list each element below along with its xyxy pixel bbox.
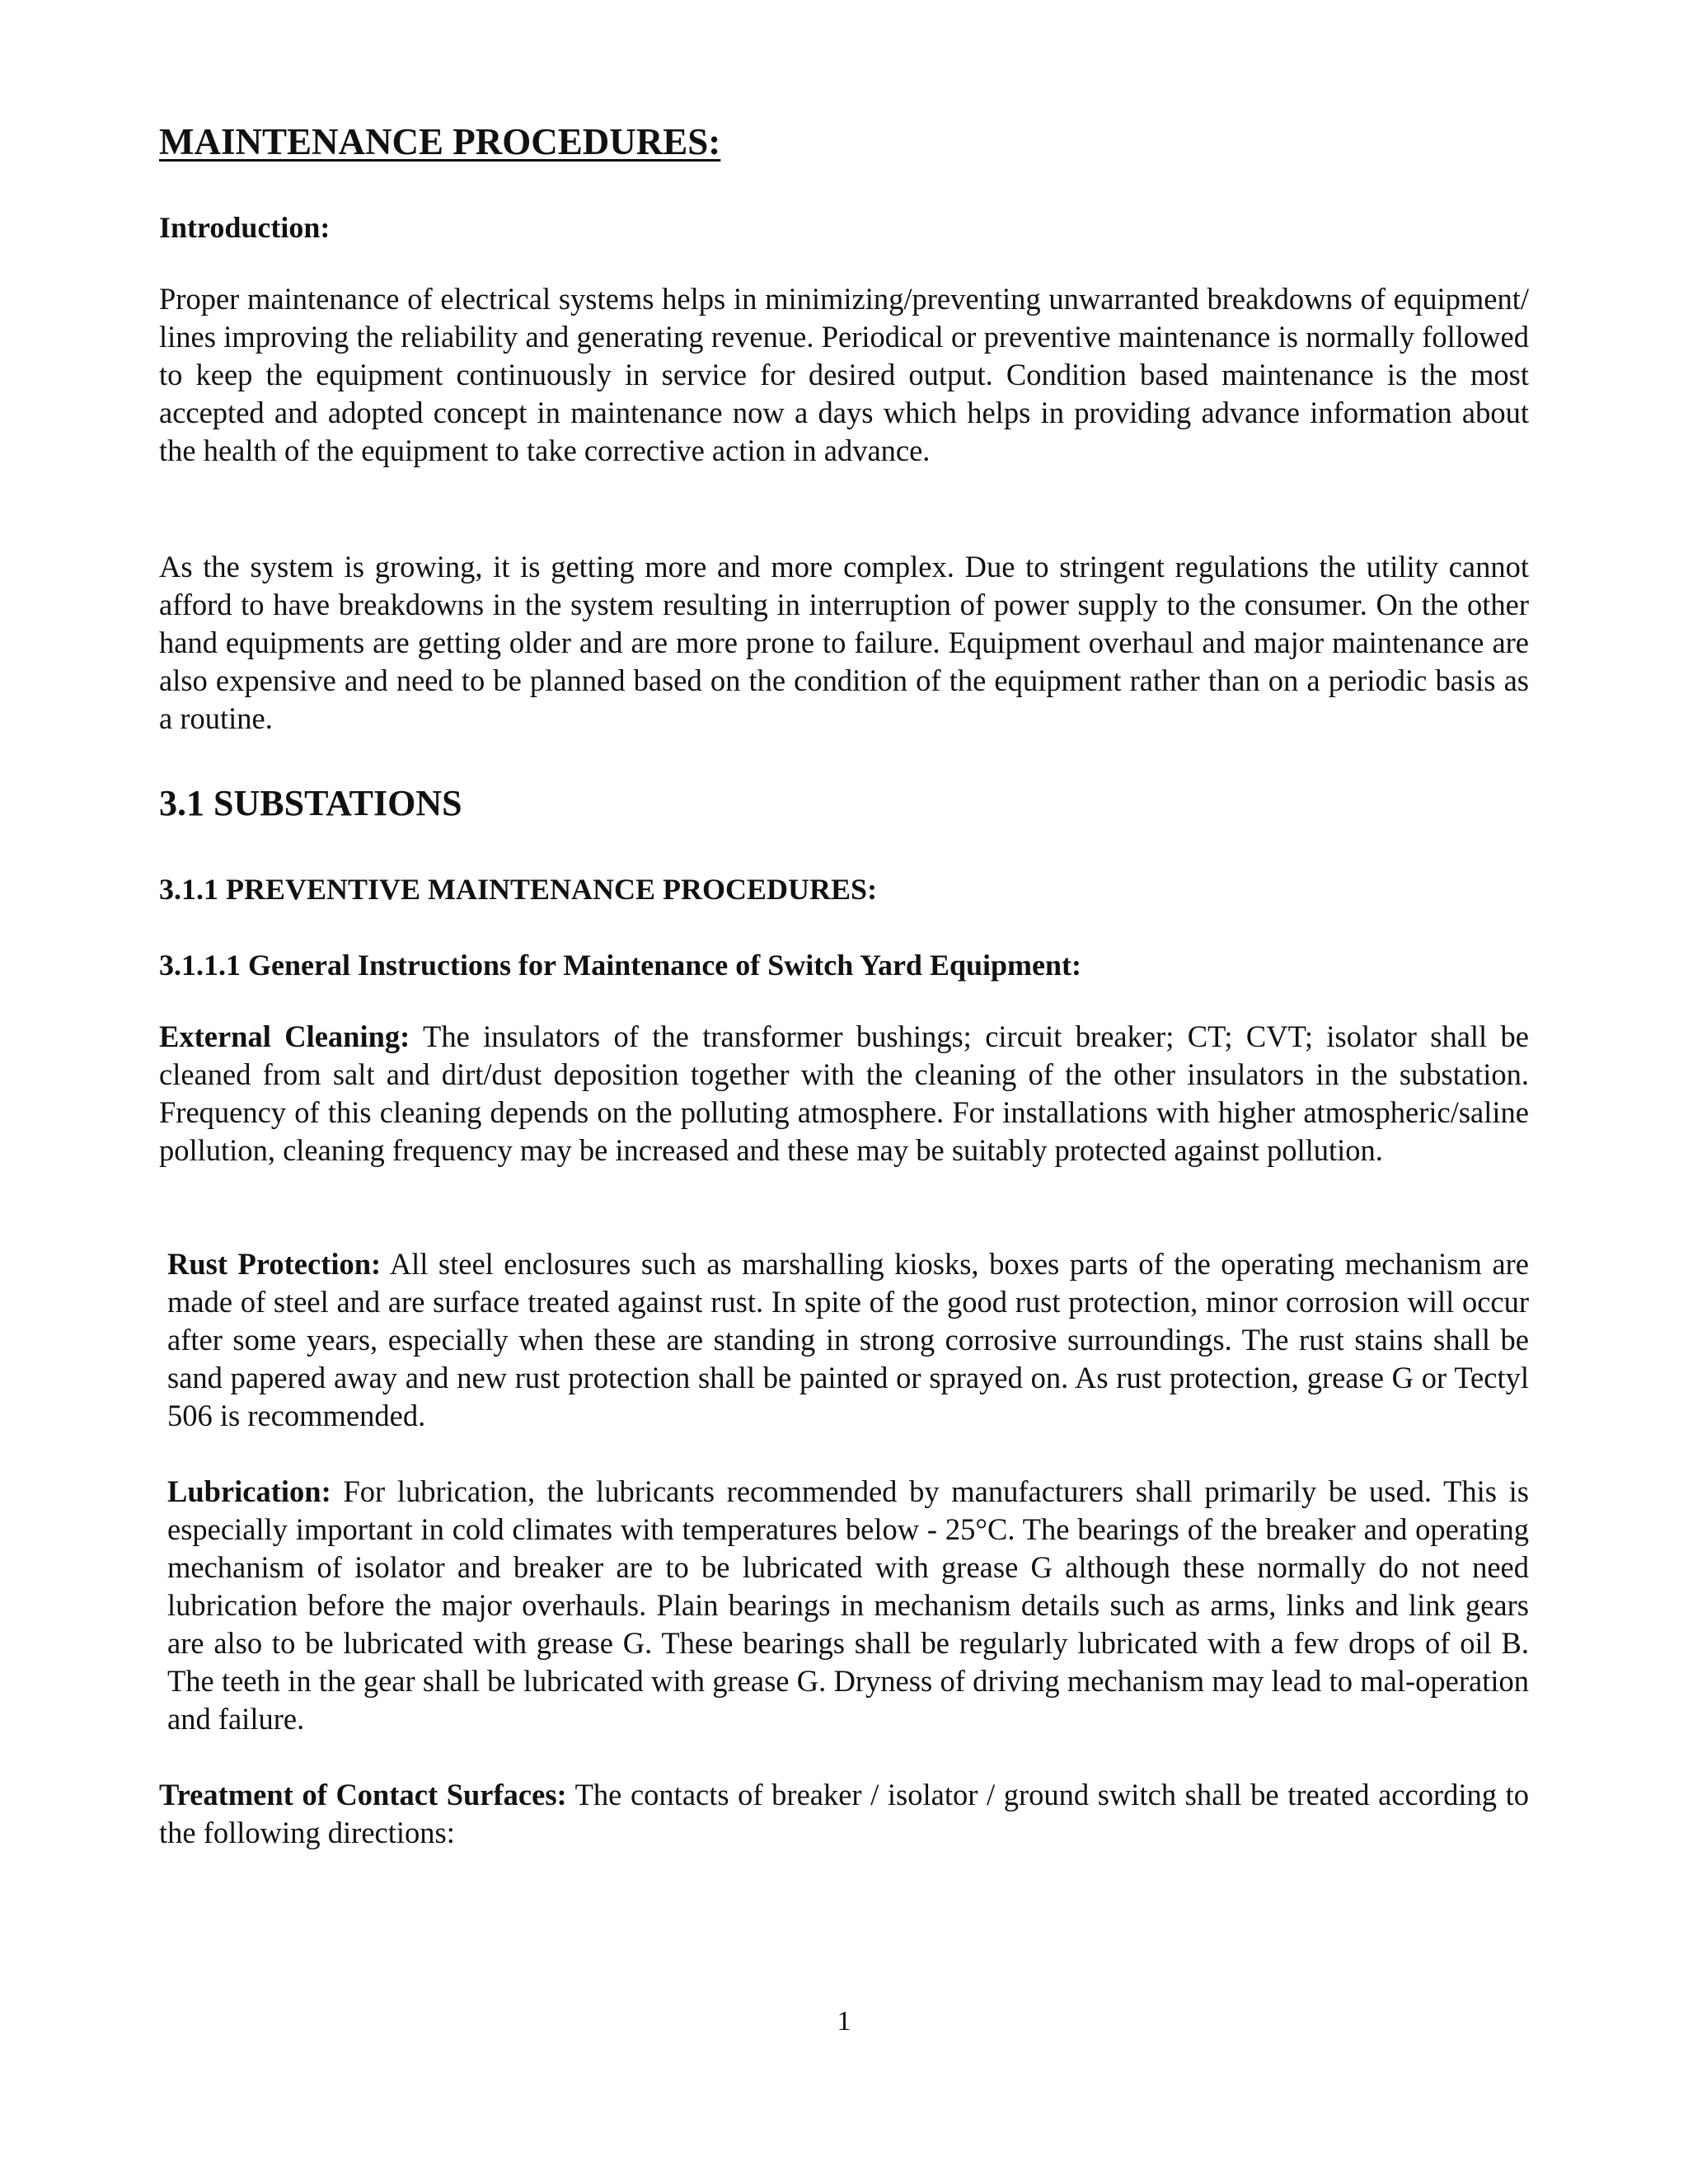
document-title: MAINTENANCE PROCEDURES: bbox=[159, 121, 721, 162]
introduction-heading: Introduction: bbox=[159, 211, 331, 244]
external-cleaning-text: The insulators of the transformer bushings; circuit breaker; CT; CVT; isolator shall be cleaned from salt and dirt/dust deposition together with the cleaning of the other insulators in the substation. Frequency of this cleaning depends on the polluting atmosphere. For installations with higher atmospheric/saline pollution, cleaning frequency may be increased and these may be suitably protected against pollution. bbox=[159, 1019, 1530, 1167]
lubrication-lead: Lubrication: bbox=[167, 1474, 331, 1508]
rust-protection-lead: Rust Protection: bbox=[167, 1247, 382, 1281]
section-heading-substations: 3.1 SUBSTATIONS bbox=[159, 783, 462, 823]
rust-protection-text: All steel enclosures such as marshalling kiosks, boxes parts of the operating mechanism are made of steel and are surface treated against rust. In spite of the good rust protection, minor corrosion will occur after some years, especially when these are standing in strong corrosive surroundings. The rust stains shall be sand papered away and new rust protection shall be painted or sprayed on. As rust protection, grease G or Tectyl 506 is recommended. bbox=[167, 1247, 1529, 1432]
contact-surfaces-lead: Treatment of Contact Surfaces: bbox=[159, 1778, 567, 1811]
lubrication-paragraph bbox=[167, 1473, 1529, 1738]
subsection-heading-preventive: 3.1.1 PREVENTIVE MAINTENANCE PROCEDURES: bbox=[159, 873, 878, 906]
external-cleaning-paragraph bbox=[159, 1018, 1529, 1169]
lubrication-text: For lubrication, the lubricants recommended by manufacturers shall primarily be used. This is especially important in cold climates with temperatures below - 25°C. The bearings of the breaker and operating mechanism of isolator and breaker are to be lubricated with grease G although these normally do not need lubrication before the major overhauls. Plain bearings in mechanism details such as arms, links and link gears are also to be lubricated with grease G. These bearings shall be regularly lubricated with a few drops of oil B. The teeth in the gear shall be lubricated with grease G. Dryness of driving mechanism may lead to mal-operation and failure. bbox=[167, 1474, 1529, 1736]
intro-paragraph-1: Proper maintenance of electrical systems helps in minimizing/preventing unwarranted breakdowns of equipment/ lines improving the reliability and generating revenue. Periodical or preventive maintenance is normally followed to keep the equipment continuously in service for desired output. Condition based maintenance is the most accepted and adopted concept in maintenance now a days which helps in providing advance information about the health of the equipment to take corrective action in advance. bbox=[159, 282, 1529, 467]
contact-surfaces-text: The contacts of breaker / isolator / ground switch shall be treated according to the following directions: bbox=[159, 1778, 1529, 1849]
intro-paragraph-2: As the system is growing, it is getting more and more complex. Due to stringent regulations the utility cannot afford to have breakdowns in the system resulting in interruption of power supply to the consumer. On the other hand equipments are getting older and are more prone to failure. Equipment overhaul and major maintenance are also expensive and need to be planned based on the condition of the equipment rather than on a periodic basis as a routine. bbox=[159, 550, 1529, 735]
rust-protection-paragraph bbox=[167, 1245, 1529, 1435]
external-cleaning-lead: External Cleaning: bbox=[159, 1019, 410, 1053]
page-number: 1 bbox=[837, 2006, 851, 2036]
subsubsection-heading-switchyard: 3.1.1.1 General Instructions for Maintenance of Switch Yard Equipment: bbox=[159, 949, 1081, 982]
contact-surfaces-paragraph bbox=[159, 1776, 1529, 1852]
